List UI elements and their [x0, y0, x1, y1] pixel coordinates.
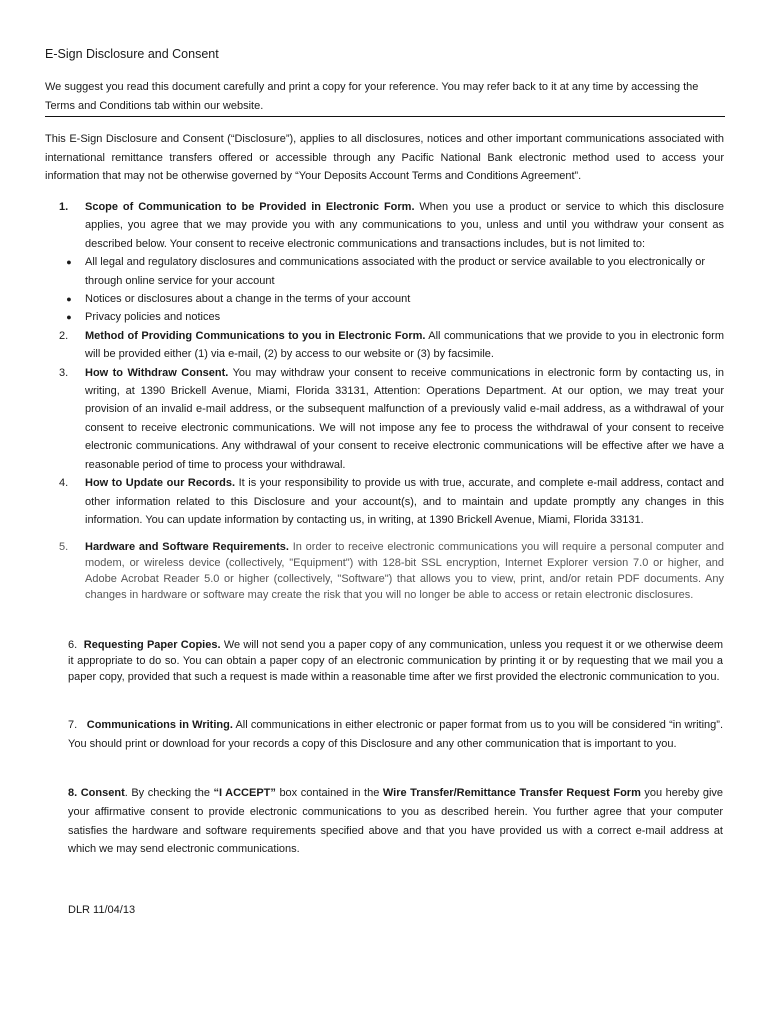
- section-number: 5.: [59, 541, 69, 553]
- divider: [45, 116, 725, 117]
- document-footer-code: DLR 11/04/13: [68, 904, 136, 916]
- form-name: Wire Transfer/Remittance Transfer Request Form: [382, 787, 641, 799]
- document-title: E-Sign Disclosure and Consent: [45, 47, 219, 61]
- section-2: [45, 327, 724, 364]
- section-number: 7.: [68, 719, 78, 731]
- bullet-item: ● Privacy policies and notices: [45, 308, 724, 326]
- section-number: 2.: [59, 329, 69, 342]
- section-text: All communications that we provide to you in electronic form will be provided either (1) via e-mail, (2) by access to our website or (3) by facsimile.: [85, 329, 724, 361]
- section-text: It is your responsibility to provide us with true, accurate, and complete e-mail address, contact and other information related to this Disclosure and your account(s), and to maintain and update promptly any changes in this information. You can update information by contacting us, in writing, at 1390 Brickell Avenue, Miami, Florida 33131.: [85, 477, 724, 526]
- section-3: [45, 364, 724, 474]
- section-6: [68, 637, 723, 686]
- section-text: When you use a product or service to which this disclosure applies, you agree that we may provide you with any communications to you, unless and until you withdraw your consent as described below. Your consent to receive electronic communications and transactions includes, but is not limited to:: [85, 201, 724, 250]
- section-number: 8.: [68, 787, 78, 799]
- bullet-item: ● All legal and regulatory disclosures and communications associated with the product or service available to you electronically or through online service for your account: [45, 253, 724, 290]
- section-number: 1.: [59, 201, 69, 213]
- section-heading: Requesting Paper Copies.: [83, 639, 221, 651]
- bullet-icon: [45, 308, 85, 326]
- section-heading: Method of Providing Communications to you in Electronic Form.: [85, 329, 426, 342]
- section-number: 6.: [68, 639, 78, 651]
- section-heading: Consent: [80, 787, 125, 799]
- intro-paragraph: We suggest you read this document carefully and print a copy for your reference. You may refer back to it at any time by accessing the Terms and Conditions tab within our website.: [45, 81, 699, 112]
- section-8: 8. Consent. By checking the “I ACCEPT” box contained in the Wire Transfer/Remittance Transfer Request Form you hereby give your affirmative consent to provide electronic communications to you as described herein. You further agree that your computer satisfies the hardware and software requirements specified above and that you have provided us with a correct e-mail address at which we may send electronic communications.: [68, 787, 724, 856]
- section-heading: Hardware and Software Requirements.: [85, 541, 289, 553]
- bullet-item: ● Notices or disclosures about a change in the terms of your account: [45, 290, 724, 308]
- section-text: In order to receive electronic communications you will require a personal computer and modem, or wireless device (collectively, "Equipment") with 128-bit SSL encryption, Internet Explorer version 7.0 or higher, and Adobe Acrobat Reader 5.0 or higher (collectively, "Software") that allows you to view, print, and/or retain PDF documents. Any changes in hardware or software may create the risk that you will no longer be able to access or retain electronic disclosures.: [85, 541, 724, 601]
- section-heading: How to Update our Records.: [85, 477, 236, 490]
- section-heading: How to Withdraw Consent.: [85, 366, 229, 379]
- section-heading: Communications in Writing.: [86, 719, 233, 731]
- section-4: [45, 474, 724, 529]
- numbered-list: [45, 198, 724, 529]
- section-text: You may withdraw your consent to receive communications in electronic form by contacting us, in writing, at 1390 Brickell Avenue, Miami, Florida 33131, Attention: Operations Department. At our option, we may treat your provision of an invalid e-mail address, or the subsequent malfunction of a previously valid e-mail address, as a withdrawal of your consent to receive electronic communications. We will not impose any fee to process the withdrawal of your consent to receive electronic communications. Any withdrawal of your consent to receive electronic communications will be effective after we have a reasonable period of time to process your withdrawal.: [85, 366, 724, 471]
- bullet-icon: [45, 253, 85, 290]
- section-7: [68, 716, 723, 754]
- section-text: All communications in either electronic or paper format from us to you will be considered “in writing”. You should print or download for your records a copy of this Disclosure and any other communication that is important to you.: [68, 719, 724, 750]
- section-heading: Scope of Communication to be Provided in Electronic Form.: [85, 201, 415, 213]
- section-number: 4.: [59, 477, 69, 490]
- section-number: 3.: [59, 366, 69, 379]
- disclosure-paragraph: This E-Sign Disclosure and Consent (“Disclosure”), applies to all disclosures, notices and other important communications associated with international remittance transfers offered or accessible through any Pacific National Bank electronic method used to access your information that may not be otherwise governed by “Your Deposits Account Terms and Conditions Agreement”.: [45, 133, 724, 182]
- accept-label: “I ACCEPT”: [213, 787, 276, 799]
- bullet-icon: [45, 290, 85, 308]
- section-1: [45, 198, 724, 253]
- section-5: [45, 539, 724, 603]
- section-text: We will not send you a paper copy of any communication, unless you request it or we otherwise deem it appropriate to do so. You can obtain a paper copy of an electronic communication by printing it or by requesting that we mail you a paper copy, provided that such a request is made within a reasonable time after we first provided the electronic communication to you.: [68, 639, 723, 684]
